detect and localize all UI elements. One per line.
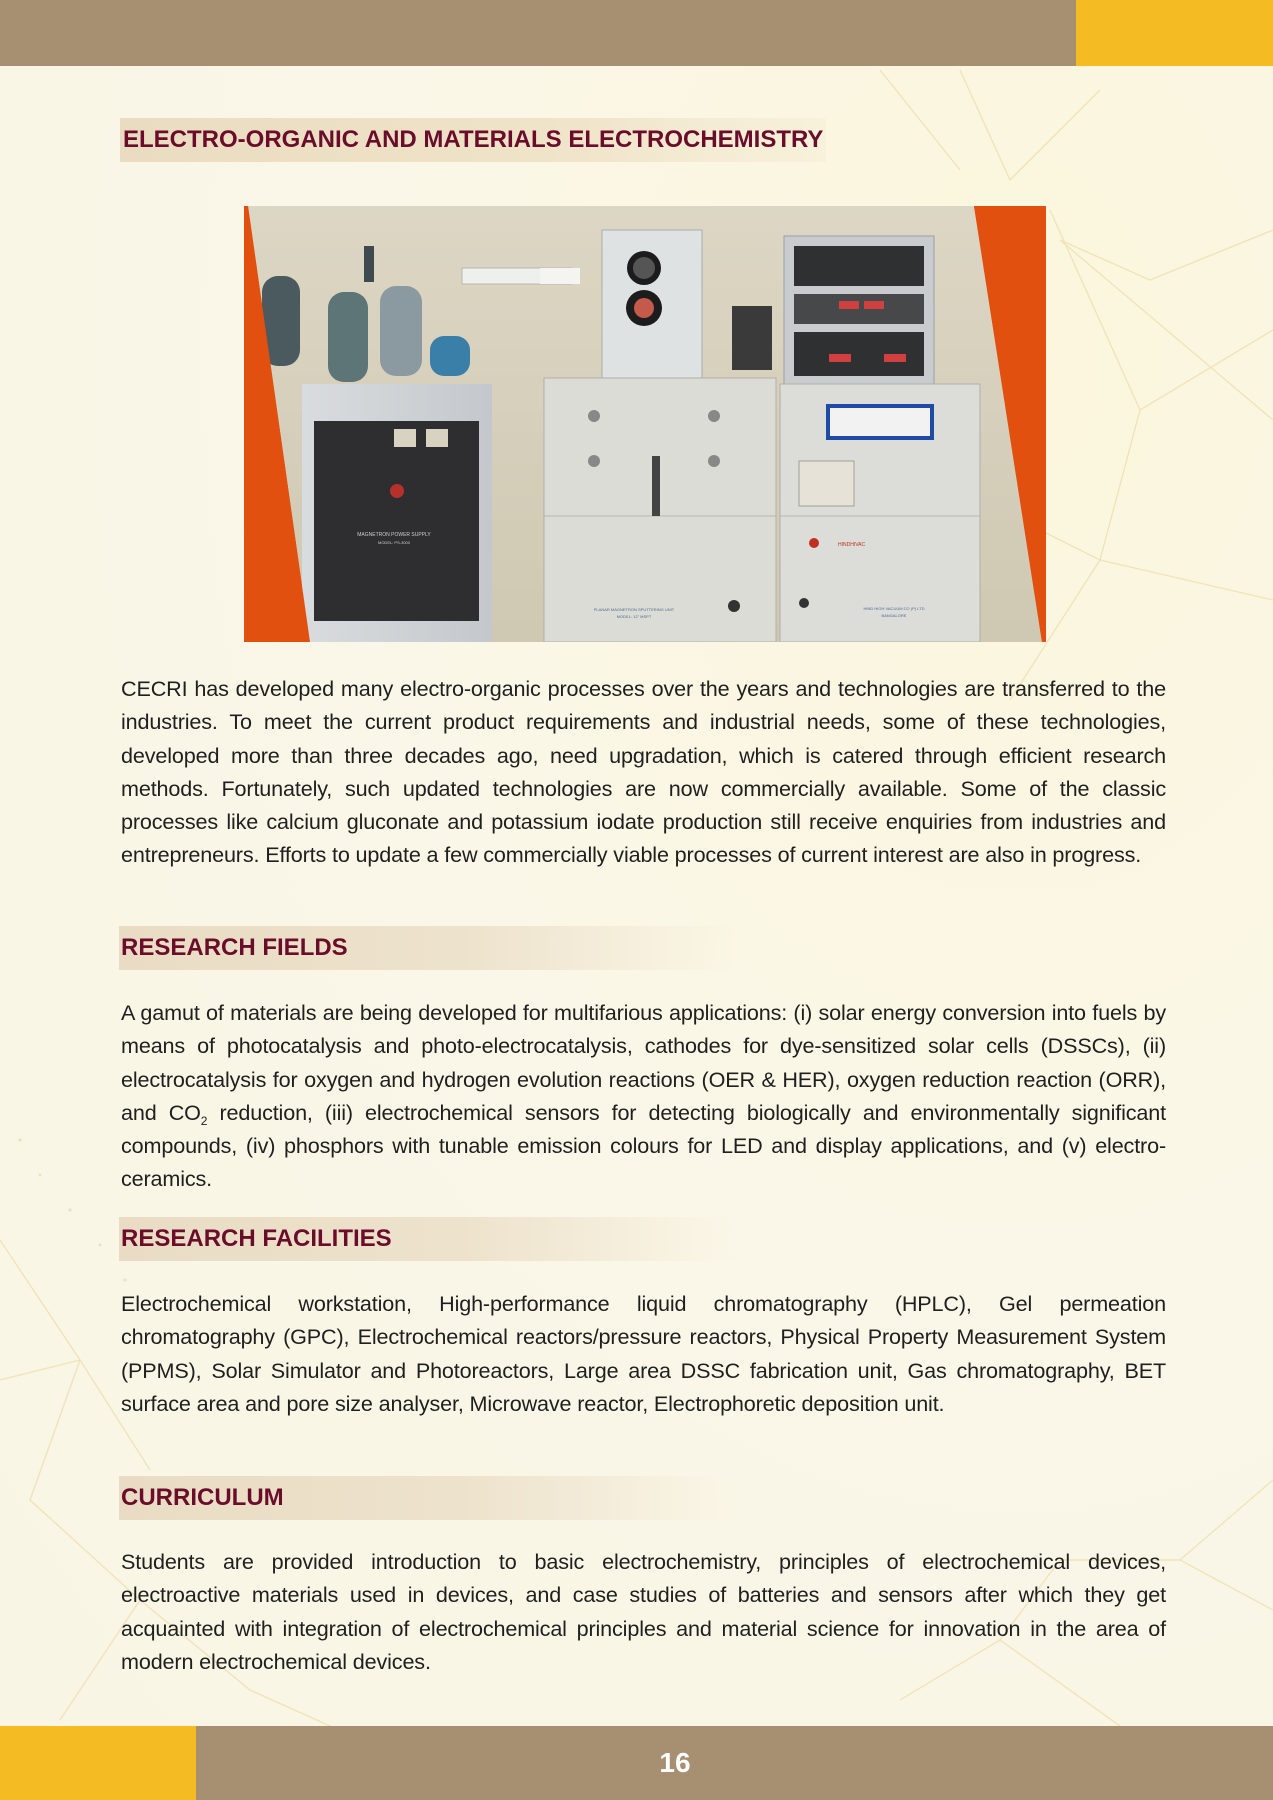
research-fields-text-start: A gamut of materials are being developed for multifarious applications: (i) solar energy conversion into fuels by means of photocatalysis and photo-electrocatalysis, cathodes for dye-sensitized solar cells (DSSCs), (ii) electrocatalysis for oxygen and hydrogen evolution reactions (OER & HER), oxygen reduction reaction (ORR), and CO: [121, 1000, 1166, 1125]
svg-text:MAGNETRON POWER SUPPLY: MAGNETRON POWER SUPPLY: [357, 532, 431, 538]
svg-text:BANGALORE: BANGALORE: [881, 613, 907, 618]
laboratory-equipment-photo: [244, 206, 1046, 642]
svg-text:MODEL: PS-3000: MODEL: PS-3000: [377, 540, 411, 545]
curriculum-paragraph: Students are provided introduction to basic electrochemistry, principles of electrochemical devices, electroactive materials used in devices, and case studies of batteries and sensors after which they get acquainted with integration of electrochemical principles and material science for innovation in the area of modern electrochemical devices.: [121, 1549, 1166, 1674]
research-facilities-heading: RESEARCH FACILITIES: [119, 1217, 739, 1261]
svg-text:PLANAR MAGNETRON SPUTTERING UN: PLANAR MAGNETRON SPUTTERING UNIT: [593, 607, 675, 612]
page-title: ELECTRO-ORGANIC AND MATERIALS ELECTROCHEMISTRY: [120, 118, 826, 162]
page-number: 16: [659, 1747, 691, 1778]
svg-text:HIND HIGH VACUUM CO (P) LTD: HIND HIGH VACUUM CO (P) LTD: [863, 606, 925, 611]
intro-paragraph: CECRI has developed many electro-organic processes over the years and technologies are transferred to the industries. To meet the current product requirements and industrial needs, some of these technologies, developed more than three decades ago, need upgradation, which is catered through efficient research methods. Fortunately, such updated technologies are now commercially available. Some of the classic processes like calcium gluconate and potassium iodate production still receive enquiries from industries and entrepreneurs. Efforts to update a few commercially viable processes of current interest are also in progress.: [121, 676, 1166, 868]
research-fields-heading: RESEARCH FIELDS: [119, 926, 739, 970]
co2-subscript: 2: [200, 1113, 208, 1128]
research-facilities-paragraph: Electrochemical workstation, High-performance liquid chromatography (HPLC), Gel permeation chromatography (GPC), Electrochemical reactors/pressure reactors, Physical Property Measurement System (PPMS), Solar Simulator and Photoreactors, Large area DSSC fabrication unit, Gas chromatography, BET surface area and pore size analyser, Microwave reactor, Electrophoretic deposition unit.: [121, 1291, 1166, 1416]
research-fields-text-end: reduction, (iii) electrochemical sensors for detecting biologically and environmentally significant compounds, (iv) phosphors with tunable emission colours for LED and display applications, and (v) electro-ceramics.: [121, 1099, 1166, 1192]
svg-text:MODEL: 12" MSPT: MODEL: 12" MSPT: [616, 614, 652, 619]
curriculum-heading: CURRICULUM: [119, 1476, 739, 1520]
svg-text:HINDHIVAC: HINDHIVAC: [838, 542, 866, 548]
research-fields-paragraph: [121, 996, 1166, 1196]
